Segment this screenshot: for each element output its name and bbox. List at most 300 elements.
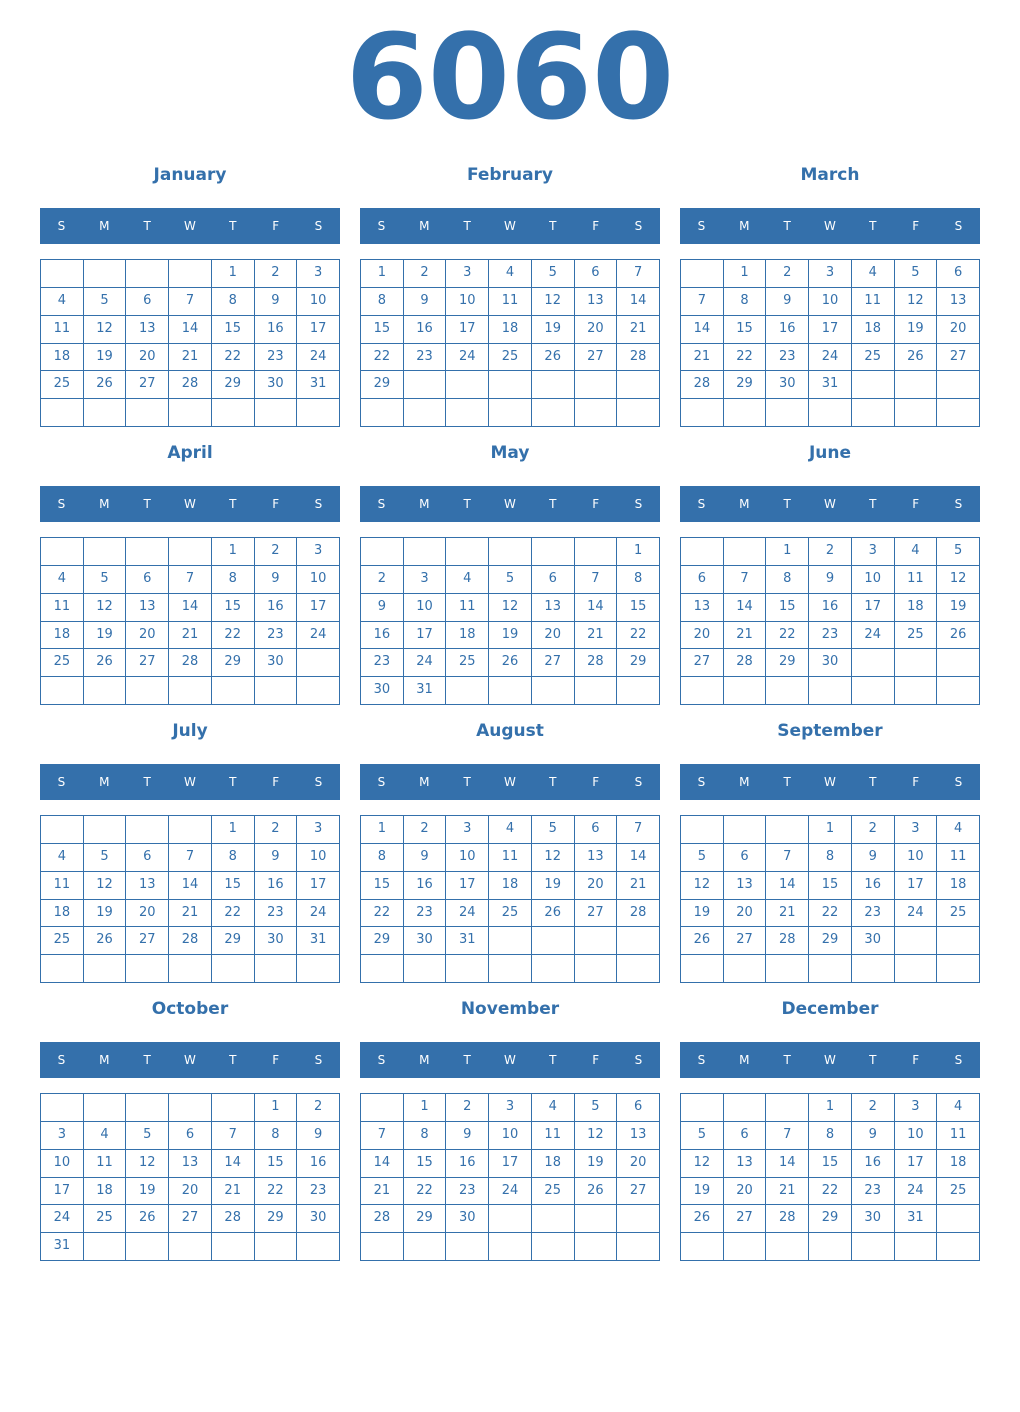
day-cell: 6	[532, 566, 575, 594]
day-cell: 18	[532, 1150, 575, 1178]
empty-cell	[255, 677, 298, 705]
day-cell: 23	[255, 344, 298, 372]
weekday-label: W	[504, 219, 516, 233]
weekday-label: S	[57, 1053, 66, 1067]
day-cell: 24	[297, 344, 340, 372]
day-cell: 28	[361, 1205, 404, 1233]
day-cell: 21	[575, 622, 618, 650]
empty-cell	[895, 371, 938, 399]
day-cell: 23	[361, 649, 404, 677]
day-cell: 11	[852, 288, 895, 316]
weekday-label: S	[697, 497, 706, 511]
day-cell: 24	[895, 900, 938, 928]
empty-cell	[41, 816, 84, 844]
empty-cell	[126, 677, 169, 705]
empty-cell	[41, 1094, 84, 1122]
day-grid	[360, 537, 660, 705]
weekday-label: T	[869, 1053, 877, 1067]
day-cell: 17	[895, 872, 938, 900]
day-cell: 6	[126, 844, 169, 872]
weekday-label: T	[869, 219, 877, 233]
day-cell: 20	[126, 622, 169, 650]
day-cell: 1	[212, 816, 255, 844]
weekday-label: F	[272, 775, 280, 789]
weekday-label: S	[377, 497, 386, 511]
day-cell: 19	[126, 1178, 169, 1206]
day-cell: 25	[937, 1178, 980, 1206]
day-cell: 4	[489, 260, 532, 288]
empty-cell	[41, 399, 84, 427]
weekday-label: W	[184, 1053, 196, 1067]
day-cell: 26	[681, 927, 724, 955]
day-cell: 5	[84, 288, 127, 316]
empty-cell	[681, 399, 724, 427]
empty-cell	[169, 399, 212, 427]
empty-cell	[766, 399, 809, 427]
day-cell: 1	[361, 816, 404, 844]
day-cell: 28	[766, 1205, 809, 1233]
empty-cell	[937, 1233, 980, 1261]
day-grid	[680, 537, 980, 705]
day-cell: 11	[41, 872, 84, 900]
weekday-label: S	[314, 497, 323, 511]
day-cell: 27	[617, 1178, 660, 1206]
day-cell: 24	[404, 649, 447, 677]
day-cell: 21	[617, 872, 660, 900]
weekday-label: M	[739, 1053, 750, 1067]
empty-cell	[809, 955, 852, 983]
weekday-label: M	[419, 219, 430, 233]
day-cell: 15	[617, 594, 660, 622]
day-cell: 16	[809, 594, 852, 622]
empty-cell	[532, 677, 575, 705]
day-cell: 26	[937, 622, 980, 650]
day-cell: 29	[809, 1205, 852, 1233]
month-january	[40, 160, 340, 438]
weekday-label: W	[184, 775, 196, 789]
day-cell: 31	[895, 1205, 938, 1233]
weekday-label: S	[57, 497, 66, 511]
day-cell: 1	[724, 260, 767, 288]
day-cell: 3	[809, 260, 852, 288]
empty-cell	[937, 955, 980, 983]
day-cell: 24	[809, 344, 852, 372]
weekday-label: T	[549, 1053, 557, 1067]
day-cell: 4	[41, 844, 84, 872]
day-cell: 22	[809, 1178, 852, 1206]
day-cell: 26	[126, 1205, 169, 1233]
day-cell: 24	[446, 344, 489, 372]
day-cell: 28	[575, 649, 618, 677]
empty-cell	[489, 677, 532, 705]
empty-cell	[126, 955, 169, 983]
day-cell: 22	[361, 344, 404, 372]
weekday-label: T	[549, 219, 557, 233]
day-cell: 15	[724, 316, 767, 344]
day-cell: 3	[852, 538, 895, 566]
day-cell: 4	[489, 816, 532, 844]
day-cell: 10	[446, 844, 489, 872]
day-cell: 10	[297, 844, 340, 872]
day-cell: 12	[681, 1150, 724, 1178]
weekday-label: W	[504, 775, 516, 789]
day-cell: 11	[532, 1122, 575, 1150]
day-cell: 6	[724, 1122, 767, 1150]
day-cell: 2	[297, 1094, 340, 1122]
day-cell: 30	[361, 677, 404, 705]
empty-cell	[169, 1094, 212, 1122]
day-cell: 6	[575, 260, 618, 288]
empty-cell	[297, 1233, 340, 1261]
day-cell: 28	[766, 927, 809, 955]
empty-cell	[766, 677, 809, 705]
empty-cell	[532, 1233, 575, 1261]
weekday-label: M	[739, 497, 750, 511]
empty-cell	[895, 1233, 938, 1261]
day-cell: 25	[41, 927, 84, 955]
day-cell: 23	[852, 900, 895, 928]
weekday-label: T	[143, 1053, 151, 1067]
empty-cell	[41, 538, 84, 566]
empty-cell	[532, 538, 575, 566]
empty-cell	[169, 816, 212, 844]
weekday-label: M	[99, 775, 110, 789]
day-cell: 14	[169, 316, 212, 344]
day-cell: 24	[297, 900, 340, 928]
empty-cell	[766, 1233, 809, 1261]
weekday-label: M	[419, 1053, 430, 1067]
day-cell: 16	[852, 872, 895, 900]
day-cell: 7	[169, 566, 212, 594]
day-cell: 20	[575, 872, 618, 900]
month-name: December	[781, 999, 879, 1019]
empty-cell	[895, 955, 938, 983]
weekday-label: F	[912, 775, 920, 789]
day-cell: 16	[361, 622, 404, 650]
empty-cell	[575, 1205, 618, 1233]
day-cell: 7	[212, 1122, 255, 1150]
day-cell: 14	[575, 594, 618, 622]
empty-cell	[404, 399, 447, 427]
weekday-label: F	[592, 775, 600, 789]
empty-cell	[617, 927, 660, 955]
day-cell: 1	[617, 538, 660, 566]
month-september	[680, 716, 980, 994]
day-cell: 22	[212, 344, 255, 372]
day-cell: 22	[766, 622, 809, 650]
empty-cell	[126, 1094, 169, 1122]
day-cell: 2	[361, 566, 404, 594]
day-cell: 24	[41, 1205, 84, 1233]
day-cell: 22	[404, 1178, 447, 1206]
empty-cell	[489, 955, 532, 983]
day-cell: 27	[937, 344, 980, 372]
day-cell: 5	[895, 260, 938, 288]
empty-cell	[84, 538, 127, 566]
day-cell: 26	[895, 344, 938, 372]
day-grid	[680, 1093, 980, 1261]
day-cell: 16	[255, 316, 298, 344]
day-cell: 30	[255, 927, 298, 955]
day-cell: 27	[169, 1205, 212, 1233]
day-grid	[40, 259, 340, 427]
day-grid	[680, 259, 980, 427]
month-name: September	[777, 721, 883, 741]
empty-cell	[895, 927, 938, 955]
day-cell: 3	[297, 816, 340, 844]
empty-cell	[84, 955, 127, 983]
weekday-label: W	[184, 497, 196, 511]
day-cell: 18	[489, 872, 532, 900]
day-grid	[40, 537, 340, 705]
day-cell: 26	[681, 1205, 724, 1233]
empty-cell	[617, 955, 660, 983]
day-cell: 23	[255, 900, 298, 928]
day-cell: 13	[126, 594, 169, 622]
day-cell: 27	[126, 649, 169, 677]
day-cell: 21	[169, 900, 212, 928]
day-cell: 6	[575, 816, 618, 844]
empty-cell	[297, 955, 340, 983]
weekday-label: M	[419, 497, 430, 511]
weekday-header	[40, 764, 340, 800]
day-cell: 22	[724, 344, 767, 372]
day-cell: 19	[895, 316, 938, 344]
day-cell: 4	[852, 260, 895, 288]
day-cell: 25	[446, 649, 489, 677]
empty-cell	[169, 260, 212, 288]
empty-cell	[489, 1233, 532, 1261]
day-cell: 27	[724, 927, 767, 955]
empty-cell	[126, 538, 169, 566]
empty-cell	[169, 677, 212, 705]
day-cell: 10	[895, 844, 938, 872]
day-cell: 13	[681, 594, 724, 622]
empty-cell	[724, 538, 767, 566]
day-cell: 14	[766, 872, 809, 900]
empty-cell	[575, 927, 618, 955]
day-cell: 14	[617, 288, 660, 316]
empty-cell	[84, 677, 127, 705]
day-cell: 30	[255, 649, 298, 677]
day-cell: 22	[809, 900, 852, 928]
day-cell: 16	[852, 1150, 895, 1178]
day-cell: 7	[681, 288, 724, 316]
month-november	[360, 994, 660, 1272]
weekday-label: T	[229, 1053, 237, 1067]
empty-cell	[41, 677, 84, 705]
weekday-label: M	[739, 219, 750, 233]
empty-cell	[169, 538, 212, 566]
weekday-label: F	[912, 497, 920, 511]
day-cell: 13	[724, 872, 767, 900]
day-cell: 10	[446, 288, 489, 316]
day-cell: 4	[446, 566, 489, 594]
empty-cell	[575, 955, 618, 983]
day-cell: 12	[84, 872, 127, 900]
day-cell: 19	[681, 900, 724, 928]
day-cell: 24	[446, 900, 489, 928]
day-cell: 4	[937, 816, 980, 844]
day-cell: 14	[681, 316, 724, 344]
empty-cell	[446, 1233, 489, 1261]
day-cell: 30	[809, 649, 852, 677]
weekday-label: S	[57, 775, 66, 789]
day-cell: 2	[852, 1094, 895, 1122]
empty-cell	[446, 538, 489, 566]
empty-cell	[617, 371, 660, 399]
empty-cell	[489, 399, 532, 427]
day-cell: 17	[297, 316, 340, 344]
day-cell: 18	[489, 316, 532, 344]
day-cell: 6	[126, 288, 169, 316]
empty-cell	[404, 1233, 447, 1261]
day-cell: 10	[489, 1122, 532, 1150]
empty-cell	[126, 260, 169, 288]
weekday-label: T	[549, 775, 557, 789]
day-cell: 29	[766, 649, 809, 677]
day-cell: 19	[532, 316, 575, 344]
day-cell: 21	[766, 1178, 809, 1206]
day-grid	[360, 259, 660, 427]
day-cell: 24	[852, 622, 895, 650]
day-cell: 5	[532, 816, 575, 844]
day-cell: 6	[169, 1122, 212, 1150]
weekday-label: T	[783, 219, 791, 233]
day-cell: 17	[404, 622, 447, 650]
day-cell: 9	[852, 1122, 895, 1150]
day-cell: 9	[255, 566, 298, 594]
day-cell: 21	[169, 344, 212, 372]
day-cell: 16	[766, 316, 809, 344]
day-cell: 12	[937, 566, 980, 594]
month-name: October	[151, 999, 229, 1019]
month-name: February	[466, 165, 554, 185]
day-cell: 15	[212, 594, 255, 622]
day-cell: 19	[532, 872, 575, 900]
day-cell: 24	[297, 622, 340, 650]
empty-cell	[809, 1233, 852, 1261]
day-cell: 23	[297, 1178, 340, 1206]
day-cell: 20	[126, 900, 169, 928]
day-cell: 6	[724, 844, 767, 872]
empty-cell	[169, 1233, 212, 1261]
day-cell: 25	[41, 371, 84, 399]
day-cell: 26	[575, 1178, 618, 1206]
weekday-label: T	[463, 219, 471, 233]
day-cell: 20	[617, 1150, 660, 1178]
weekday-label: T	[143, 775, 151, 789]
empty-cell	[446, 399, 489, 427]
day-cell: 17	[809, 316, 852, 344]
day-cell: 15	[212, 316, 255, 344]
day-cell: 8	[212, 566, 255, 594]
day-cell: 4	[84, 1122, 127, 1150]
empty-cell	[852, 399, 895, 427]
weekday-label: F	[912, 1053, 920, 1067]
empty-cell	[766, 816, 809, 844]
empty-cell	[724, 399, 767, 427]
day-cell: 3	[41, 1122, 84, 1150]
day-cell: 9	[852, 844, 895, 872]
day-cell: 11	[84, 1150, 127, 1178]
day-cell: 18	[41, 344, 84, 372]
empty-cell	[852, 1233, 895, 1261]
weekday-label: M	[99, 1053, 110, 1067]
day-cell: 10	[297, 566, 340, 594]
weekday-label: T	[463, 775, 471, 789]
day-cell: 18	[852, 316, 895, 344]
day-cell: 31	[297, 927, 340, 955]
weekday-label: T	[463, 497, 471, 511]
day-cell: 3	[297, 538, 340, 566]
day-cell: 1	[809, 1094, 852, 1122]
empty-cell	[361, 955, 404, 983]
day-cell: 21	[212, 1178, 255, 1206]
day-cell: 30	[255, 371, 298, 399]
day-cell: 23	[446, 1178, 489, 1206]
day-cell: 22	[255, 1178, 298, 1206]
weekday-label: S	[954, 1053, 963, 1067]
empty-cell	[255, 955, 298, 983]
day-cell: 10	[852, 566, 895, 594]
day-cell: 25	[489, 900, 532, 928]
weekday-label: T	[869, 775, 877, 789]
empty-cell	[724, 816, 767, 844]
day-cell: 28	[724, 649, 767, 677]
day-cell: 5	[126, 1122, 169, 1150]
day-cell: 7	[766, 1122, 809, 1150]
empty-cell	[575, 538, 618, 566]
empty-cell	[681, 677, 724, 705]
day-cell: 15	[361, 872, 404, 900]
day-cell: 29	[212, 927, 255, 955]
day-cell: 20	[724, 900, 767, 928]
empty-cell	[532, 955, 575, 983]
day-cell: 7	[617, 260, 660, 288]
day-cell: 26	[532, 344, 575, 372]
day-cell: 31	[297, 371, 340, 399]
day-cell: 23	[404, 344, 447, 372]
weekday-label: T	[463, 1053, 471, 1067]
day-cell: 3	[446, 260, 489, 288]
day-cell: 5	[489, 566, 532, 594]
day-cell: 31	[809, 371, 852, 399]
day-cell: 23	[852, 1178, 895, 1206]
weekday-label: S	[634, 1053, 643, 1067]
weekday-label: W	[824, 497, 836, 511]
day-cell: 26	[489, 649, 532, 677]
day-cell: 25	[895, 622, 938, 650]
day-cell: 8	[809, 1122, 852, 1150]
day-cell: 10	[297, 288, 340, 316]
weekday-label: F	[592, 1053, 600, 1067]
day-cell: 13	[126, 872, 169, 900]
weekday-label: T	[143, 219, 151, 233]
day-cell: 25	[937, 900, 980, 928]
weekday-label: W	[184, 219, 196, 233]
day-cell: 29	[724, 371, 767, 399]
day-cell: 24	[895, 1178, 938, 1206]
empty-cell	[212, 1094, 255, 1122]
empty-cell	[852, 677, 895, 705]
day-cell: 13	[724, 1150, 767, 1178]
day-cell: 3	[446, 816, 489, 844]
empty-cell	[895, 649, 938, 677]
day-cell: 9	[404, 288, 447, 316]
empty-cell	[575, 677, 618, 705]
day-cell: 17	[297, 872, 340, 900]
